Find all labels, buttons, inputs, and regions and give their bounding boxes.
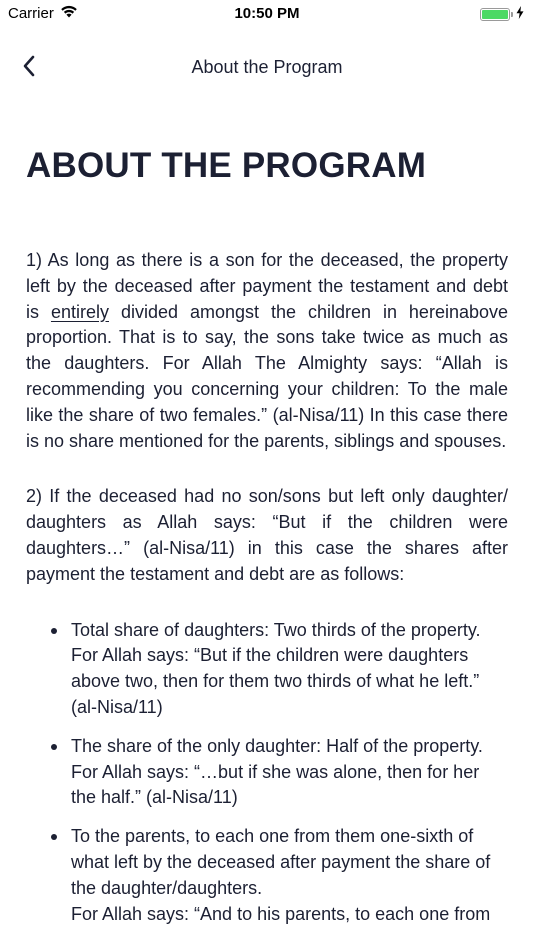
battery-tip — [511, 12, 513, 17]
status-bar — [0, 0, 534, 28]
list-item — [26, 618, 508, 721]
battery-icon — [480, 8, 510, 21]
page-title: ABOUT THE PROGRAM — [26, 146, 427, 185]
status-right — [480, 6, 524, 23]
underlined-word: entirely — [50, 301, 109, 322]
paragraph-1 — [26, 248, 508, 454]
list-item-line-2: For Allah says: “And to his parents, to each one from — [71, 903, 491, 924]
list-item-line-1: To the parents, to each one from them one-sixth of what left by the deceased after payment the share of the daughter/daughters. — [71, 826, 491, 898]
battery-fill — [482, 10, 508, 19]
charging-bolt-icon — [516, 6, 524, 23]
status-time: 10:50 PM — [234, 5, 300, 22]
paragraph-2: 2) If the deceased had no son/sons but left only daughter/ daughters as Allah says: “But if the children were daughters…” (al-Nisa/11) in this case the shares after payment the testament and debt are as follows: — [26, 486, 508, 584]
paragraph-1-end: divided amongst the children in hereinabove proportion. That is to say, the sons take twice as much as the daughters. For Allah The Almighty says: “Allah is recommending you concerning your children: To the male like the share of two females.” (al-Nisa/11) In this case there is no share mentioned for the parents, siblings and spouses. — [26, 301, 509, 451]
bullet-list — [26, 618, 508, 928]
paragraph-1-start: 1) As long as there is a son for the deceased, the property left by the deceased after payment the testament and debt is — [26, 250, 508, 322]
list-item-line-2: For Allah says: “…but if she was alone, then for her the half.” (al-Nisa/11) — [71, 761, 480, 808]
nav-title: About the Program — [191, 57, 343, 77]
nav-bar — [0, 44, 534, 92]
carrier-label: Carrier — [8, 5, 54, 22]
bullet-dot-icon — [51, 834, 57, 840]
article-content — [26, 140, 508, 940]
bullet-dot-icon — [51, 628, 57, 634]
list-item — [26, 824, 508, 927]
list-item-line-1: Total share of daughters: Two thirds of the property. — [71, 619, 481, 640]
list-item-line-2: For Allah says: “But if the children were daughters above two, then for them two thirds of what he left.” (al-Nisa/11) — [71, 645, 480, 717]
list-item — [26, 734, 508, 811]
list-item-line-1: The share of the only daughter: Half of the property. — [71, 735, 483, 756]
bullet-dot-icon — [51, 744, 57, 750]
